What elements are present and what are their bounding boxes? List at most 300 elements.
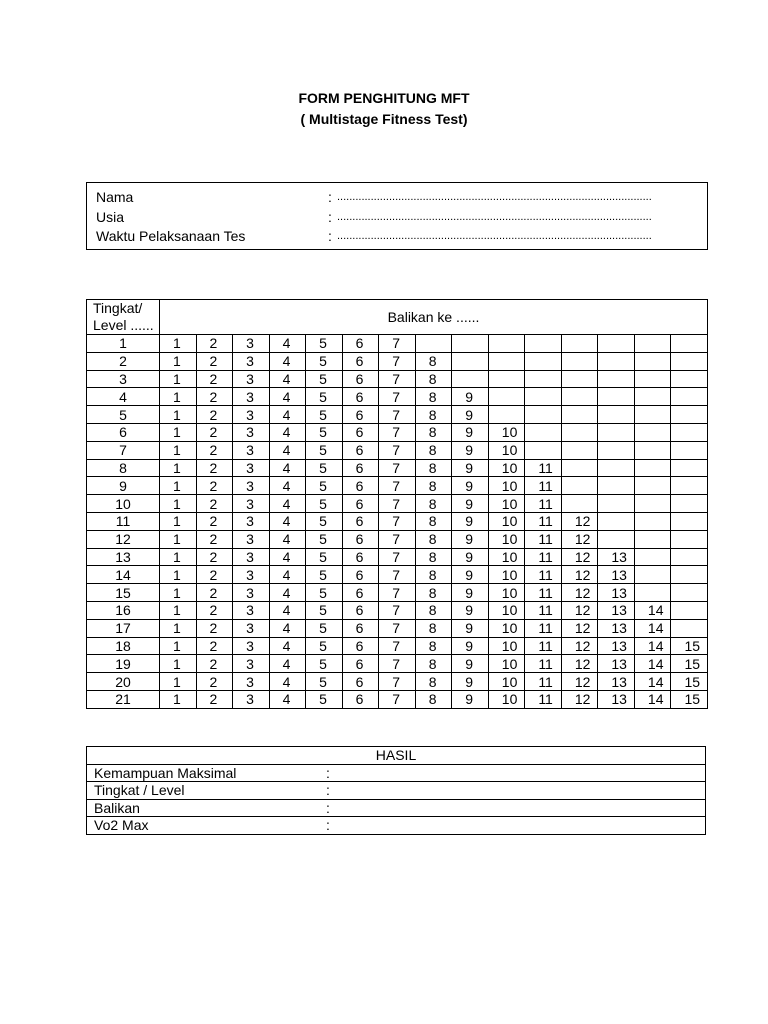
shuttle-cell: 12 — [561, 566, 598, 584]
shuttle-cell: 3 — [233, 512, 270, 530]
level-number: 5 — [87, 406, 160, 424]
shuttle-cell: 9 — [452, 530, 489, 548]
level-number: 20 — [87, 673, 160, 691]
shuttle-cell: 5 — [306, 566, 343, 584]
shuttle-cell: 8 — [415, 584, 452, 602]
empty-cell — [671, 512, 708, 530]
shuttle-cell: 11 — [525, 673, 562, 691]
shuttle-cell: 10 — [488, 495, 525, 513]
identity-separator: : — [328, 209, 332, 225]
shuttle-cell: 5 — [306, 655, 343, 673]
shuttle-cell: 7 — [379, 512, 416, 530]
shuttle-cell: 4 — [269, 655, 306, 673]
level-row — [87, 548, 708, 566]
shuttle-cell: 10 — [488, 423, 525, 441]
shuttle-cell: 7 — [379, 601, 416, 619]
empty-cell — [525, 423, 562, 441]
shuttle-cell: 2 — [196, 459, 233, 477]
empty-cell — [561, 352, 598, 370]
shuttle-cell: 6 — [342, 601, 379, 619]
levels-table-body — [87, 335, 708, 709]
empty-cell — [488, 352, 525, 370]
empty-cell — [634, 495, 671, 513]
shuttle-cell: 14 — [634, 601, 671, 619]
shuttle-cell: 14 — [634, 637, 671, 655]
shuttle-cell: 12 — [561, 655, 598, 673]
empty-cell — [634, 548, 671, 566]
shuttle-cell: 10 — [488, 673, 525, 691]
shuttle-cell: 8 — [415, 619, 452, 637]
shuttle-cell: 6 — [342, 512, 379, 530]
shuttle-cell: 12 — [561, 584, 598, 602]
shuttle-cell: 14 — [634, 655, 671, 673]
shuttle-cell: 8 — [415, 673, 452, 691]
shuttle-cell: 6 — [342, 406, 379, 424]
level-number: 17 — [87, 619, 160, 637]
shuttle-cell: 1 — [160, 548, 197, 566]
shuttle-cell: 3 — [233, 548, 270, 566]
shuttle-cell: 5 — [306, 352, 343, 370]
shuttle-cell: 15 — [671, 655, 708, 673]
shuttle-cell: 15 — [671, 673, 708, 691]
shuttle-cell: 4 — [269, 370, 306, 388]
shuttle-cell: 4 — [269, 335, 306, 353]
shuttle-cell: 3 — [233, 370, 270, 388]
empty-cell — [671, 601, 708, 619]
level-row — [87, 530, 708, 548]
result-label: Vo2 Max — [94, 817, 149, 834]
shuttle-cell: 1 — [160, 619, 197, 637]
empty-cell — [525, 352, 562, 370]
shuttle-cell: 14 — [634, 619, 671, 637]
shuttle-cell: 5 — [306, 512, 343, 530]
level-number: 10 — [87, 495, 160, 513]
shuttle-cell: 6 — [342, 655, 379, 673]
empty-cell — [671, 530, 708, 548]
shuttle-cell: 5 — [306, 690, 343, 708]
shuttle-cell: 15 — [671, 637, 708, 655]
shuttle-cell: 3 — [233, 637, 270, 655]
level-number: 18 — [87, 637, 160, 655]
shuttle-cell: 2 — [196, 619, 233, 637]
shuttle-cell: 5 — [306, 406, 343, 424]
empty-cell — [525, 388, 562, 406]
shuttle-cell: 9 — [452, 548, 489, 566]
shuttle-cell: 5 — [306, 637, 343, 655]
identity-separator: : — [328, 228, 332, 244]
shuttle-cell: 9 — [452, 512, 489, 530]
shuttle-cell: 6 — [342, 673, 379, 691]
shuttle-cell: 11 — [525, 548, 562, 566]
shuttle-cell: 4 — [269, 423, 306, 441]
shuttle-cell: 4 — [269, 512, 306, 530]
level-number: 16 — [87, 601, 160, 619]
shuttle-cell: 11 — [525, 459, 562, 477]
shuttle-cell: 11 — [525, 655, 562, 673]
result-label: Kemampuan Maksimal — [94, 764, 237, 781]
shuttle-cell: 8 — [415, 512, 452, 530]
level-row — [87, 477, 708, 495]
shuttle-cell: 12 — [561, 619, 598, 637]
shuttle-cell: 9 — [452, 619, 489, 637]
empty-cell — [452, 335, 489, 353]
empty-cell — [634, 584, 671, 602]
level-number: 6 — [87, 423, 160, 441]
empty-cell — [634, 370, 671, 388]
level-row — [87, 637, 708, 655]
empty-cell — [598, 388, 635, 406]
shuttle-cell: 8 — [415, 423, 452, 441]
result-label: Balikan — [94, 799, 140, 816]
shuttle-cell: 10 — [488, 477, 525, 495]
shuttle-cell: 14 — [634, 690, 671, 708]
shuttle-cell: 6 — [342, 352, 379, 370]
level-number: 8 — [87, 459, 160, 477]
empty-cell — [671, 548, 708, 566]
shuttle-cell: 5 — [306, 584, 343, 602]
shuttle-cell: 2 — [196, 655, 233, 673]
shuttle-cell: 1 — [160, 335, 197, 353]
shuttle-cell: 13 — [598, 637, 635, 655]
shuttle-cell: 3 — [233, 655, 270, 673]
shuttle-cell: 5 — [306, 548, 343, 566]
empty-cell — [488, 406, 525, 424]
result-row[interactable] — [87, 764, 706, 782]
shuttle-cell: 10 — [488, 584, 525, 602]
empty-cell — [634, 566, 671, 584]
shuttle-cell: 6 — [342, 423, 379, 441]
empty-cell — [598, 530, 635, 548]
identity-field-time[interactable]: ....................................................................................................... — [337, 230, 652, 242]
shuttle-cell: 2 — [196, 352, 233, 370]
shuttle-cell: 7 — [379, 370, 416, 388]
result-row[interactable] — [87, 782, 706, 800]
empty-cell — [598, 406, 635, 424]
shuttle-cell: 6 — [342, 388, 379, 406]
level-row — [87, 655, 708, 673]
shuttle-cell: 12 — [561, 637, 598, 655]
shuttle-cell: 6 — [342, 690, 379, 708]
shuttle-cell: 10 — [488, 619, 525, 637]
shuttle-cell: 4 — [269, 690, 306, 708]
shuttle-cell: 6 — [342, 335, 379, 353]
empty-cell — [671, 423, 708, 441]
shuttle-cell: 5 — [306, 370, 343, 388]
shuttle-cell: 7 — [379, 477, 416, 495]
shuttle-cell: 9 — [452, 566, 489, 584]
shuttle-cell: 3 — [233, 495, 270, 513]
shuttle-cell: 6 — [342, 548, 379, 566]
shuttle-cell: 7 — [379, 566, 416, 584]
shuttle-cell: 4 — [269, 406, 306, 424]
result-separator: : — [326, 799, 330, 816]
empty-cell — [671, 566, 708, 584]
shuttle-cell: 12 — [561, 530, 598, 548]
shuttle-cell: 13 — [598, 566, 635, 584]
level-row — [87, 370, 708, 388]
shuttle-cell: 3 — [233, 406, 270, 424]
shuttle-cell: 9 — [452, 388, 489, 406]
shuttle-cell: 11 — [525, 495, 562, 513]
shuttle-cell: 10 — [488, 637, 525, 655]
empty-cell — [671, 406, 708, 424]
shuttle-cell: 3 — [233, 459, 270, 477]
shuttle-cell: 3 — [233, 566, 270, 584]
shuttle-cell: 9 — [452, 459, 489, 477]
shuttle-cell: 10 — [488, 441, 525, 459]
shuttle-cell: 7 — [379, 655, 416, 673]
shuttle-cell: 12 — [561, 548, 598, 566]
level-row — [87, 619, 708, 637]
identity-field-age[interactable]: ....................................................................................................... — [337, 211, 652, 223]
level-row — [87, 441, 708, 459]
shuttle-cell: 4 — [269, 441, 306, 459]
shuttle-cell: 4 — [269, 495, 306, 513]
shuttle-cell: 13 — [598, 584, 635, 602]
level-row — [87, 459, 708, 477]
result-separator: : — [326, 782, 330, 799]
shuttle-cell: 8 — [415, 459, 452, 477]
empty-cell — [598, 423, 635, 441]
shuttle-cell: 1 — [160, 352, 197, 370]
empty-cell — [634, 335, 671, 353]
empty-cell — [671, 388, 708, 406]
shuttle-cell: 9 — [452, 406, 489, 424]
shuttle-cell: 9 — [452, 477, 489, 495]
empty-cell — [598, 477, 635, 495]
empty-cell — [671, 477, 708, 495]
shuttle-cell: 2 — [196, 406, 233, 424]
empty-cell — [452, 352, 489, 370]
shuttle-cell: 7 — [379, 388, 416, 406]
empty-cell — [671, 370, 708, 388]
empty-cell — [598, 441, 635, 459]
shuttle-cell: 10 — [488, 459, 525, 477]
level-row — [87, 495, 708, 513]
empty-cell — [561, 388, 598, 406]
shuttle-cell: 6 — [342, 477, 379, 495]
shuttle-cell: 11 — [525, 601, 562, 619]
level-number: 12 — [87, 530, 160, 548]
shuttle-cell: 11 — [525, 566, 562, 584]
empty-cell — [525, 441, 562, 459]
shuttle-cell: 9 — [452, 601, 489, 619]
result-label: Tingkat / Level — [94, 782, 185, 799]
shuttle-cell: 1 — [160, 477, 197, 495]
empty-cell — [561, 495, 598, 513]
shuttle-cell: 2 — [196, 601, 233, 619]
empty-cell — [634, 477, 671, 495]
shuttle-cell: 5 — [306, 441, 343, 459]
shuttle-cell: 8 — [415, 655, 452, 673]
shuttle-cell: 13 — [598, 673, 635, 691]
shuttle-cell: 5 — [306, 477, 343, 495]
shuttle-cell: 6 — [342, 566, 379, 584]
empty-cell — [525, 406, 562, 424]
shuttle-cell: 6 — [342, 619, 379, 637]
level-number: 19 — [87, 655, 160, 673]
shuttle-cell: 11 — [525, 637, 562, 655]
shuttle-cell: 2 — [196, 495, 233, 513]
empty-cell — [634, 406, 671, 424]
level-number: 7 — [87, 441, 160, 459]
level-number: 9 — [87, 477, 160, 495]
level-row — [87, 512, 708, 530]
shuttle-cell: 8 — [415, 388, 452, 406]
level-row — [87, 690, 708, 708]
shuttle-cell: 1 — [160, 441, 197, 459]
shuttle-cell: 7 — [379, 495, 416, 513]
shuttle-cell: 1 — [160, 690, 197, 708]
shuttle-cell: 5 — [306, 601, 343, 619]
shuttle-cell: 1 — [160, 512, 197, 530]
empty-cell — [634, 459, 671, 477]
shuttle-cell: 4 — [269, 352, 306, 370]
shuttle-cell: 7 — [379, 673, 416, 691]
shuttle-cell: 3 — [233, 584, 270, 602]
empty-cell — [634, 530, 671, 548]
shuttle-cell: 6 — [342, 637, 379, 655]
shuttle-column-header: Balikan ke ...... — [160, 300, 708, 335]
shuttle-cell: 7 — [379, 441, 416, 459]
result-row[interactable] — [87, 817, 706, 835]
empty-cell — [634, 423, 671, 441]
shuttle-cell: 1 — [160, 584, 197, 602]
empty-cell — [561, 441, 598, 459]
empty-cell — [671, 441, 708, 459]
empty-cell — [488, 388, 525, 406]
shuttle-cell: 13 — [598, 690, 635, 708]
empty-cell — [634, 512, 671, 530]
shuttle-cell: 4 — [269, 584, 306, 602]
shuttle-cell: 8 — [415, 566, 452, 584]
level-number: 11 — [87, 512, 160, 530]
shuttle-cell: 10 — [488, 548, 525, 566]
identity-label: Usia — [96, 209, 125, 225]
shuttle-cell: 11 — [525, 690, 562, 708]
shuttle-cell: 3 — [233, 441, 270, 459]
level-number: 4 — [87, 388, 160, 406]
shuttle-cell: 7 — [379, 619, 416, 637]
level-column-header: Tingkat/ Level ...... — [87, 300, 160, 335]
shuttle-cell: 9 — [452, 584, 489, 602]
shuttle-cell: 4 — [269, 530, 306, 548]
identity-field-name[interactable]: ....................................................................................................... — [337, 191, 652, 203]
shuttle-cell: 1 — [160, 406, 197, 424]
level-row — [87, 406, 708, 424]
empty-cell — [598, 370, 635, 388]
level-row — [87, 423, 708, 441]
shuttle-cell: 1 — [160, 637, 197, 655]
shuttle-cell: 10 — [488, 601, 525, 619]
title-line-1: FORM PENGHITUNG MFT — [298, 90, 470, 106]
shuttle-cell: 1 — [160, 566, 197, 584]
empty-cell — [488, 370, 525, 388]
shuttle-cell: 2 — [196, 370, 233, 388]
shuttle-cell: 4 — [269, 388, 306, 406]
shuttle-cell: 12 — [561, 673, 598, 691]
shuttle-cell: 9 — [452, 637, 489, 655]
shuttle-cell: 11 — [525, 584, 562, 602]
shuttle-cell: 3 — [233, 619, 270, 637]
shuttle-cell: 2 — [196, 637, 233, 655]
empty-cell — [598, 352, 635, 370]
shuttle-cell: 1 — [160, 423, 197, 441]
empty-cell — [634, 352, 671, 370]
result-heading: HASIL — [87, 747, 706, 765]
shuttle-cell: 10 — [488, 566, 525, 584]
empty-cell — [452, 370, 489, 388]
shuttle-cell: 6 — [342, 370, 379, 388]
shuttle-cell: 1 — [160, 655, 197, 673]
empty-cell — [415, 335, 452, 353]
shuttle-cell: 8 — [415, 441, 452, 459]
empty-cell — [634, 388, 671, 406]
empty-cell — [525, 370, 562, 388]
empty-cell — [525, 335, 562, 353]
shuttle-cell: 13 — [598, 601, 635, 619]
shuttle-cell: 7 — [379, 352, 416, 370]
level-number: 2 — [87, 352, 160, 370]
empty-cell — [561, 423, 598, 441]
level-number: 13 — [87, 548, 160, 566]
shuttle-cell: 8 — [415, 548, 452, 566]
shuttle-cell: 7 — [379, 548, 416, 566]
identity-label: Nama — [96, 189, 134, 205]
result-row[interactable] — [87, 799, 706, 817]
shuttle-cell: 2 — [196, 512, 233, 530]
shuttle-cell: 7 — [379, 459, 416, 477]
shuttle-cell: 9 — [452, 495, 489, 513]
shuttle-cell: 2 — [196, 690, 233, 708]
level-row — [87, 388, 708, 406]
level-row — [87, 601, 708, 619]
shuttle-cell: 8 — [415, 495, 452, 513]
shuttle-cell: 2 — [196, 477, 233, 495]
shuttle-cell: 7 — [379, 406, 416, 424]
level-row — [87, 566, 708, 584]
empty-cell — [598, 495, 635, 513]
shuttle-cell: 2 — [196, 388, 233, 406]
identity-box — [86, 182, 708, 250]
shuttle-cell: 4 — [269, 673, 306, 691]
empty-cell — [598, 459, 635, 477]
shuttle-cell: 7 — [379, 423, 416, 441]
shuttle-cell: 6 — [342, 530, 379, 548]
shuttle-cell: 15 — [671, 690, 708, 708]
identity-separator: : — [328, 189, 332, 205]
shuttle-cell: 11 — [525, 477, 562, 495]
shuttle-cell: 8 — [415, 601, 452, 619]
shuttle-cell: 10 — [488, 690, 525, 708]
shuttle-cell: 1 — [160, 530, 197, 548]
shuttle-cell: 7 — [379, 637, 416, 655]
shuttle-cell: 13 — [598, 619, 635, 637]
shuttle-cell: 2 — [196, 423, 233, 441]
empty-cell — [671, 352, 708, 370]
empty-cell — [671, 335, 708, 353]
shuttle-cell: 9 — [452, 655, 489, 673]
empty-cell — [561, 406, 598, 424]
shuttle-cell: 4 — [269, 601, 306, 619]
shuttle-cell: 11 — [525, 512, 562, 530]
shuttle-cell: 7 — [379, 584, 416, 602]
level-row — [87, 584, 708, 602]
shuttle-cell: 4 — [269, 619, 306, 637]
shuttle-cell: 8 — [415, 352, 452, 370]
shuttle-cell: 4 — [269, 459, 306, 477]
empty-cell — [598, 512, 635, 530]
